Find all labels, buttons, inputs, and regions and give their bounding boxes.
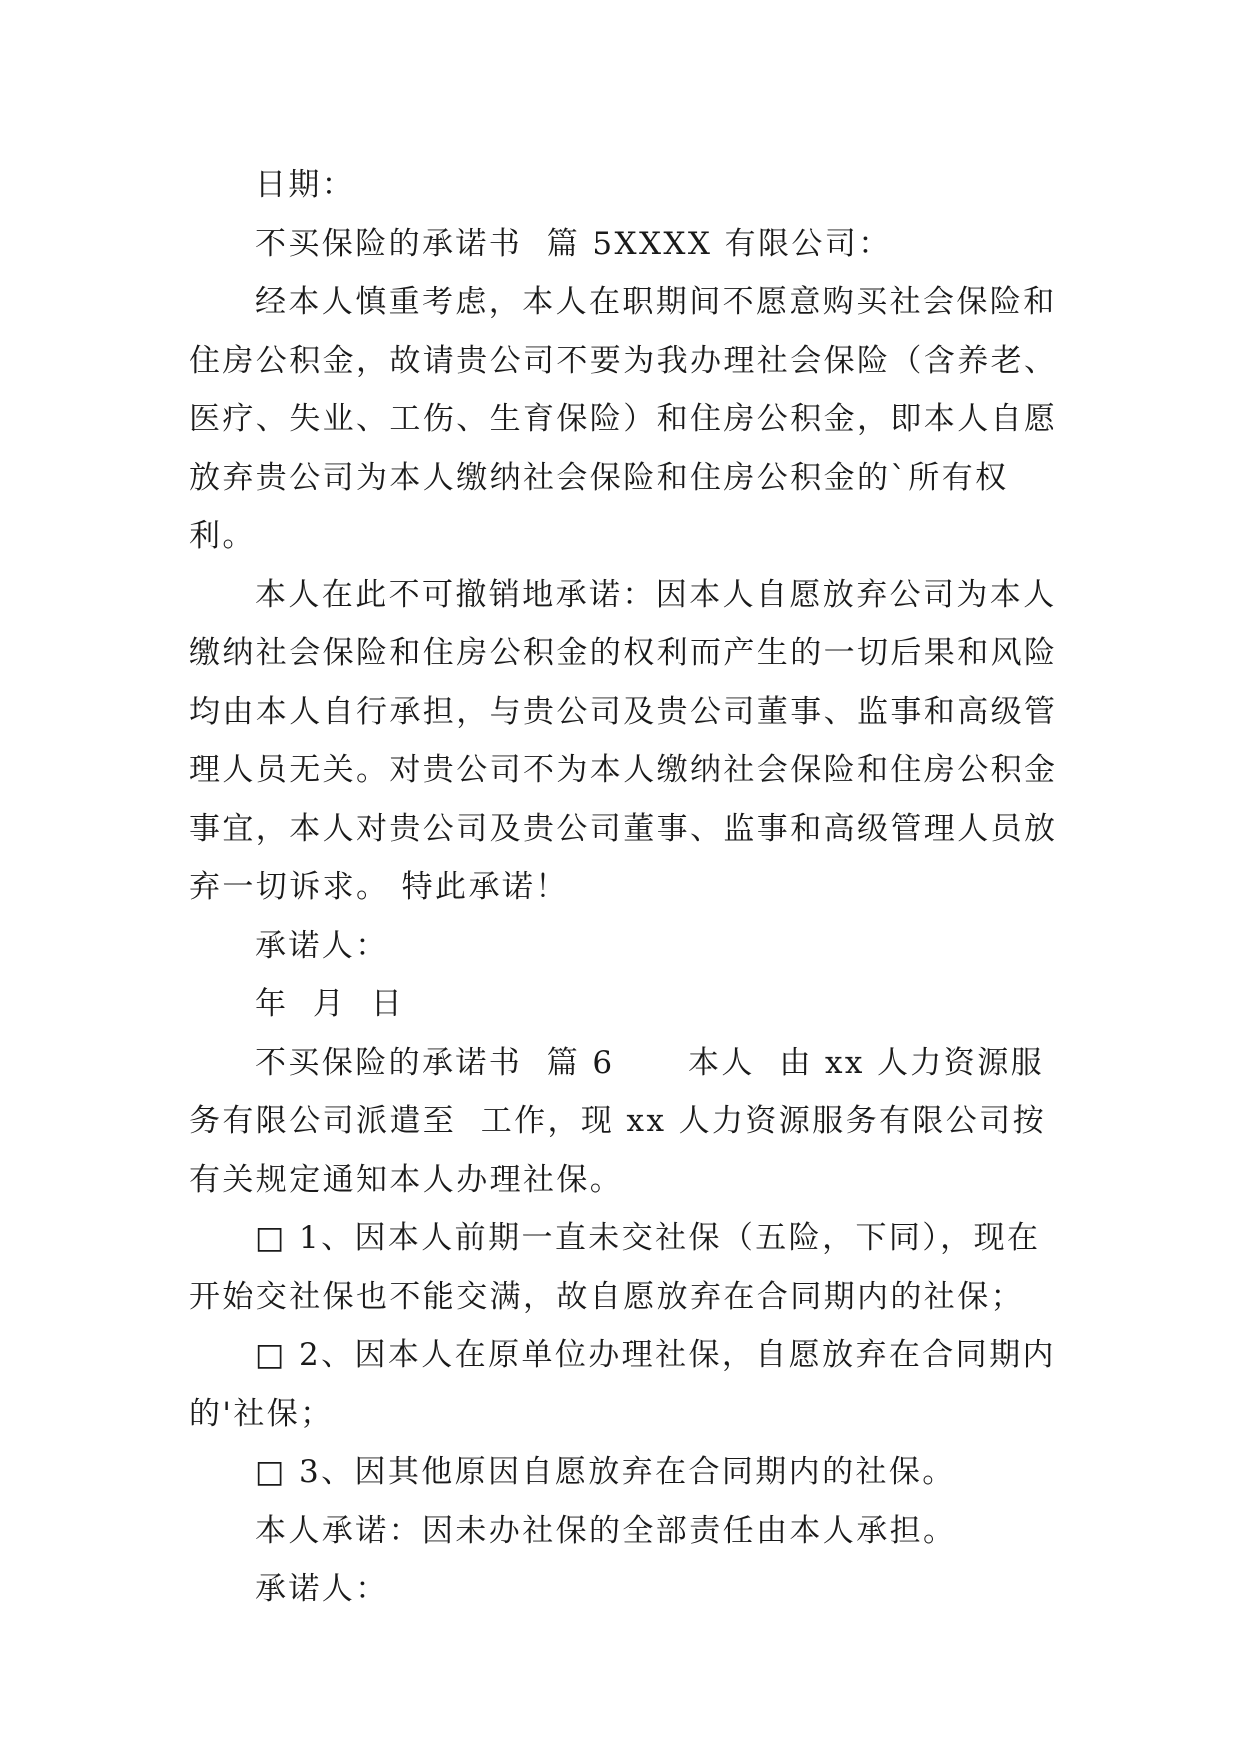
responsibility-statement: 本人承诺：因未办社保的全部责任由本人承担。 — [255, 1512, 957, 1549]
checkbox-option-2: □ 2、因本人在原单位办理社保，自愿放弃在合同期内的'社保； — [189, 1337, 1056, 1432]
date-line: 日期： — [255, 167, 356, 203]
declaration-paragraph: 经本人慎重考虑，本人在职期间不愿意购买社会保险和住房公积金，故请贵公司不要为我办理社会保险（含养老、医疗、失业、工伤、生育保险）和住房公积金，即本人自愿放弃贵公司为本人缴纳社会保险和住房公积金的`所有权利。 — [189, 284, 1058, 554]
date-fields: 年 月 日 — [255, 986, 405, 1022]
section-6-paragraph: 不买保险的承诺书 篇 6 本人 由 xx 人力资源服务有限公司派遣至 工作，现 xx 人力资源服务有限公司按有关规定通知本人办理社保。 — [189, 1044, 1046, 1198]
checkbox-option-3: □ 3、因其他原因自愿放弃在合同期内的社保。 — [255, 1454, 956, 1490]
section-5-heading: 不买保险的承诺书 篇 5XXXX 有限公司： — [255, 225, 892, 262]
checkbox-option-1: □ 1、因本人前期一直未交社保（五险，下同），现在开始交社保也不能交满，故自愿放弃在合同期内的社保； — [189, 1220, 1041, 1315]
commitment-paragraph: 本人在此不可撤销地承诺：因本人自愿放弃公司为本人缴纳社会保险和住房公积金的权利而产生的一切后果和风险均由本人自行承担，与贵公司及贵公司董事、监事和高级管理人员无关。对贵公司不为本人缴纳社会保险和住房公积金事宜，本人对贵公司及贵公司董事、监事和高级管理人员放弃一切诉求。 特此承诺！ — [189, 576, 1058, 905]
signer-label: 承诺人： — [255, 927, 389, 964]
document-body — [189, 156, 1069, 1619]
signer-label-2: 承诺人： — [255, 1571, 389, 1607]
